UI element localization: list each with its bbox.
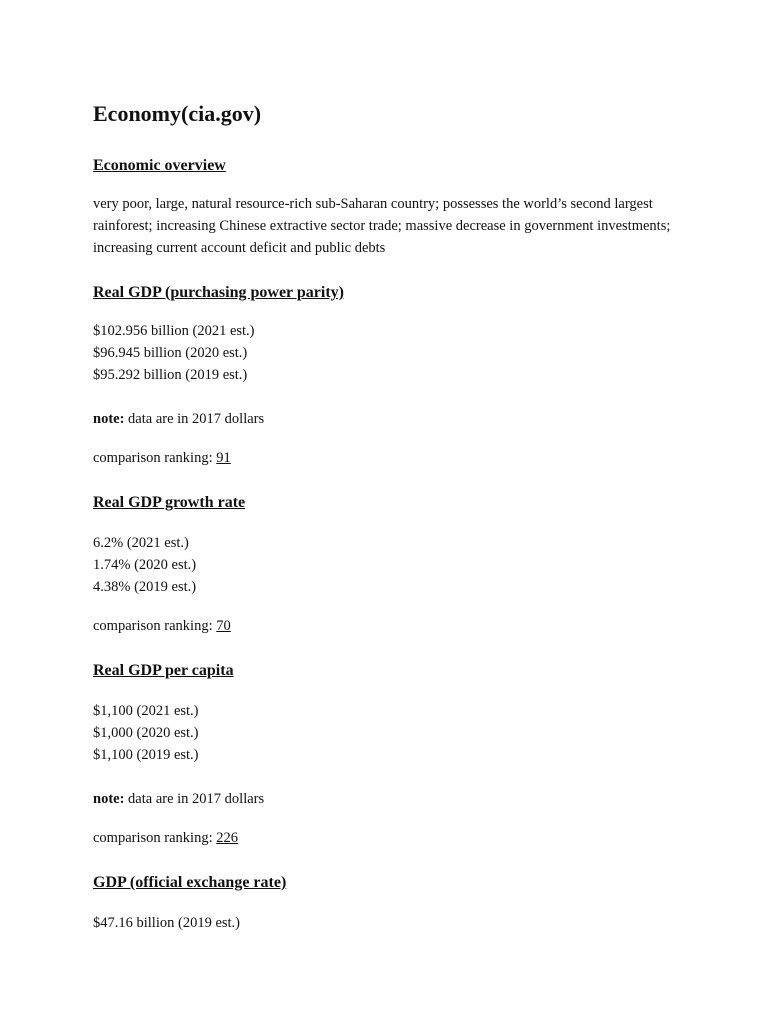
- real-gdp-ppp-heading: Real GDP (purchasing power parity): [93, 284, 344, 301]
- ranking-link[interactable]: 70: [216, 618, 231, 634]
- ranking-label: comparison ranking:: [93, 830, 217, 846]
- real-gdp-per-capita-values: [93, 700, 693, 766]
- note-label: note:: [93, 791, 125, 807]
- gdp-official-value-2019: $47.16 billion (2019 est.): [93, 915, 241, 931]
- real-gdp-growth-value-2019: 4.38% (2019 est.): [93, 579, 197, 595]
- real-gdp-ppp-note: [93, 408, 693, 430]
- real-gdp-per-capita-ranking: [93, 827, 693, 849]
- ranking-link[interactable]: 91: [216, 450, 231, 466]
- real-gdp-ppp-ranking: [93, 447, 693, 469]
- real-gdp-per-capita-value-2019: $1,100 (2019 est.): [93, 747, 199, 763]
- real-gdp-growth-value-2021: 6.2% (2021 est.): [93, 535, 189, 551]
- real-gdp-ppp-value-2019: $95.292 billion (2019 est.): [93, 367, 248, 383]
- real-gdp-growth-ranking: [93, 615, 693, 637]
- real-gdp-growth-values: [93, 532, 693, 598]
- note-text: data are in 2017 dollars: [124, 411, 265, 427]
- real-gdp-ppp-value-2021: $102.956 billion (2021 est.): [93, 323, 255, 339]
- gdp-official-heading: GDP (official exchange rate): [93, 874, 287, 891]
- economic-overview-heading: Economic overview: [93, 157, 226, 174]
- real-gdp-per-capita-heading: Real GDP per capita: [93, 662, 234, 679]
- economic-overview-text: very poor, large, natural resource-rich sub-Saharan country; possesses the world’s second largest rainforest; increasing Chinese extractive sector trade; massive decrease in government investments; increasing current account deficit and public debts: [93, 196, 671, 256]
- page-title: Economy(cia.gov): [93, 101, 262, 126]
- ranking-link[interactable]: 226: [216, 830, 238, 846]
- real-gdp-growth-heading: Real GDP growth rate: [93, 494, 246, 511]
- real-gdp-per-capita-note: [93, 788, 693, 810]
- real-gdp-per-capita-value-2020: $1,000 (2020 est.): [93, 725, 199, 741]
- gdp-official-values: [93, 912, 693, 934]
- ranking-label: comparison ranking:: [93, 450, 217, 466]
- document-content: [93, 100, 693, 934]
- note-text: data are in 2017 dollars: [124, 791, 265, 807]
- real-gdp-per-capita-value-2021: $1,100 (2021 est.): [93, 703, 199, 719]
- real-gdp-ppp-values: [93, 320, 693, 386]
- real-gdp-ppp-value-2020: $96.945 billion (2020 est.): [93, 345, 248, 361]
- ranking-label: comparison ranking:: [93, 618, 217, 634]
- real-gdp-growth-value-2020: 1.74% (2020 est.): [93, 557, 197, 573]
- note-label: note:: [93, 411, 125, 427]
